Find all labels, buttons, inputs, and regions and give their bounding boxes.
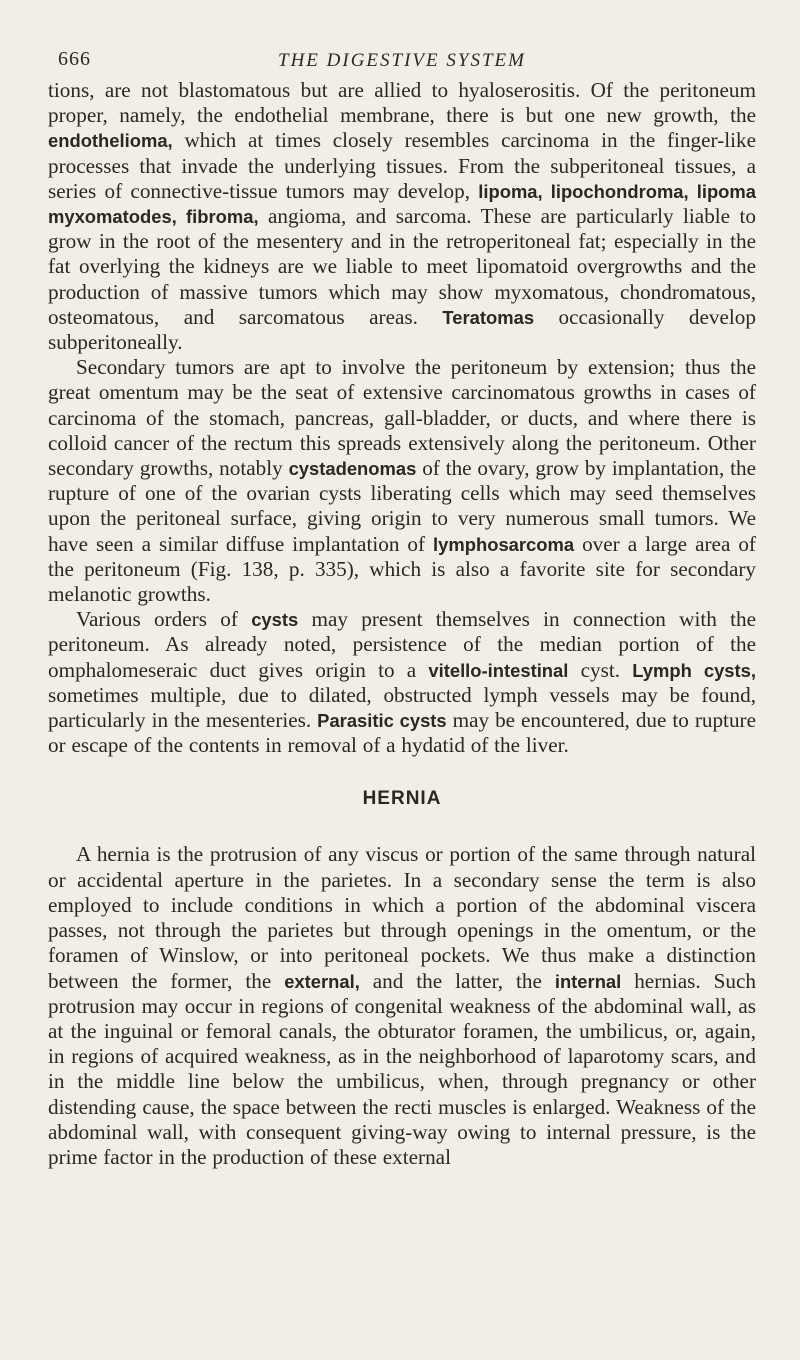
text-run: of the ovary, grow by implantation, the rupture of one of the ovarian cysts liberating cells which may seed themselves upon the peritoneal surface, giving origin to very numerous small tumors. We have seen a similar diffuse implantation of — [48, 456, 756, 556]
page-header — [48, 38, 756, 78]
text-run: angioma, and sarcoma. These are particularly liable to grow in the root of the mesentery and in the retroperitoneal fat; especially in the fat overlying the kidneys are we liable to meet lipomatoid overgrowths and the production of massive tumors which may show myxomatous, chondromatous, osteomatous, and sarcomatous areas. — [48, 204, 756, 329]
bold-term: lymphosarcoma — [433, 533, 575, 555]
paragraph-hernia-definition — [48, 842, 756, 1170]
text-run: hernias. Such protrusion may occur in regions of congenital weakness of the abdominal wall, as at the inguinal or femoral canals, the obturator foramen, the umbilicus, or, again, in regions of acquired weakness, as in the neighborhood of laparotomy scars, and in the middle line below the umbilicus, when, through pregnancy or other distending cause, the space between the recti muscles is enlarged. Weakness of the abdominal wall, with consequent giving-way owing to internal pressure, is the prime factor in the production of these external — [48, 968, 756, 1169]
paragraph-secondary-tumors — [48, 355, 756, 607]
bold-term: Lymph cysts, — [632, 659, 756, 681]
bold-term: vitello-intestinal — [428, 659, 569, 681]
section-heading-hernia: HERNIA — [362, 788, 442, 810]
text-run: may present themselves in connection with the peritoneum. As already noted, persistence of the median portion of the omphalomeseraic duct gives origin to a — [48, 607, 757, 682]
paragraph-peritoneal-tumors — [48, 78, 756, 355]
bold-term: endothelioma, — [48, 130, 173, 152]
bold-term: cystadenomas — [288, 458, 417, 480]
bold-term: internal — [554, 970, 622, 992]
page-number: 666 — [58, 48, 91, 70]
text-run: over a large area of the peritoneum (Fig. 138, p. 335), which is also a favorite site for secondary melanotic growths. — [48, 531, 756, 607]
text-run: A hernia is the protrusion of any viscus or portion of the same through natural or accidental aperture in the parietes. In a secondary sense the term is also employed to include conditions in which a portion of the abdominal viscera passes, not through the parietes but through openings in the omentum, or the foramen of Winslow, or into peritoneal pockets. We thus make a distinction between the former, the — [48, 842, 756, 993]
running-title: THE DIGESTIVE SYSTEM — [278, 50, 526, 71]
bold-term: Teratomas — [442, 306, 535, 328]
text-run: Various orders of — [76, 607, 252, 632]
bold-term: external, — [284, 970, 360, 992]
paragraph-cysts — [48, 607, 756, 758]
bold-term: Parasitic cysts — [317, 710, 447, 732]
text-run: occasionally develop subperitoneally. — [48, 304, 756, 355]
bold-term: lipoma, lipochondroma, lipoma myxomatodes, fibroma, — [48, 180, 756, 228]
bold-term: cysts — [251, 609, 299, 631]
text-run: cyst. — [568, 657, 633, 682]
text-run: and the latter, the — [359, 968, 555, 993]
text-run: sometimes multiple, due to dilated, obstructed lymph vessels may be found, particularly in the mesenteries. — [48, 682, 756, 733]
text-run: which at times closely resembles carcinoma in the finger-like processes that invade the underlying tissues. From the subperitoneal tissues, a series of connective-tissue tumors may develop, — [48, 128, 756, 203]
text-run: tions, are not blastomatous but are allied to hyaloserositis. Of the peritoneum proper, namely, the endothelial membrane, there is but one new growth, the — [48, 78, 756, 128]
text-run: may be encountered, due to rupture or escape of the contents in removal of a hydatid of the liver. — [48, 708, 756, 758]
text-run: Secondary tumors are apt to involve the peritoneum by extension; thus the great omentum may be the seat of extensive carcinomatous growths in cases of carcinoma of the stomach, pancreas, gall-bladder, or ducts, and where there is colloid cancer of the rectum this spreads extensively along the peritoneum. Other secondary growths, notably — [48, 355, 756, 481]
